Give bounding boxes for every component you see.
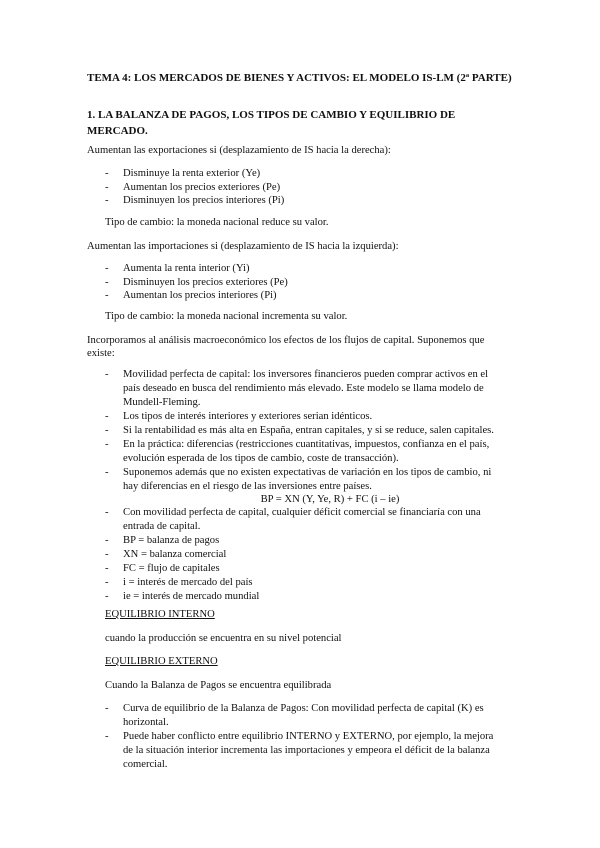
bullet-dash: - (105, 591, 109, 602)
bullet-dash: - (105, 549, 109, 560)
exports-exchange-rate: Tipo de cambio: la moneda nacional reduce su valor. (105, 217, 329, 228)
bullet-dash: - (105, 181, 109, 193)
list-item-line: Aumenta la renta interior (Yi) (123, 263, 250, 274)
bullet-dash: - (105, 507, 109, 518)
list-item-line: horizontal. (123, 717, 169, 728)
list-item-line: i = interés de mercado del país (123, 577, 253, 588)
list-item-line: Con movilidad perfecta de capital, cualquier déficit comercial se financiaría con una (123, 507, 481, 518)
list-item-line: Aumentan los precios interiores (Pi) (123, 290, 277, 301)
list-item-line: Suponemos además que no existen expectativas de variación en los tipos de cambio, ni (123, 467, 492, 478)
list-item-line: hay diferencias en el riesgo de las inversiones entre países. (123, 481, 372, 492)
list-item-line: de la situación interior incrementa las importaciones y empeora el déficit de la balanza (123, 745, 490, 756)
list-item-line: Curva de equilibrio de la Balanza de Pagos: Con movilidad perfecta de capital (K) es (123, 703, 484, 714)
capital-intro-line-2: existe: (87, 348, 115, 359)
bp-formula: BP = XN (Y, Ye, R) + FC (i – ie) (260, 494, 400, 505)
internal-equilibrium-heading: EQUILIBRIO INTERNO (105, 609, 215, 620)
list-item-line: BP = balanza de pagos (123, 535, 220, 546)
external-equilibrium-heading: EQUILIBRIO EXTERNO (105, 656, 218, 667)
list-item-line: Disminuye la renta exterior (Ye) (123, 168, 261, 179)
section-heading: 1. LA BALANZA DE PAGOS, LOS TIPOS DE CAMBIO Y EQUILIBRIO DE MERCADO. (87, 109, 456, 137)
list-item-line: Si la rentabilidad es más alta en España, entran capitales, y si se reduce, salen capitales. (123, 425, 494, 436)
list-item-line: En la práctica: diferencias (restricciones cuantitativas, impuestos, confianza en el país, (123, 439, 490, 450)
list-item-line: Movilidad perfecta de capital: los inversores financieros pueden comprar activos en el (123, 369, 489, 380)
bullet-dash: - (105, 535, 109, 546)
bullet-dash: - (105, 369, 109, 380)
list-item-line: comercial. (123, 759, 168, 770)
list-item-line: entrada de capital. (123, 521, 201, 532)
bullet-dash: - (105, 467, 109, 478)
capital-intro-line-1: Incorporamos al análisis macroeconómico los efectos de los flujos de capital. Suponemos que (87, 335, 485, 346)
exports-intro: Aumentan las exportaciones si (desplazamiento de IS hacia la derecha): (87, 145, 391, 156)
bullet-dash: - (105, 411, 109, 422)
list-item-line: ie = interés de mercado mundial (123, 591, 260, 602)
list-item-line: Puede haber conflicto entre equilibrio INTERNO y EXTERNO, por ejemplo, la mejora (123, 731, 494, 742)
bullet-dash: - (105, 195, 109, 206)
list-item-line: Mundell-Fleming. (123, 397, 201, 408)
bullet-dash: - (105, 263, 109, 274)
imports-exchange-rate: Tipo de cambio: la moneda nacional incrementa su valor. (105, 311, 348, 322)
bullet-dash: - (105, 439, 109, 450)
bullet-dash: - (105, 703, 109, 714)
bullet-dash: - (105, 168, 109, 179)
list-item-line: FC = flujo de capitales (123, 563, 220, 574)
list-item-line: Los tipos de interés interiores y exteriores serian idénticos. (123, 411, 373, 422)
internal-equilibrium-text: cuando la producción se encuentra en su nivel potencial (105, 633, 342, 644)
list-item-line: Disminuyen los precios exteriores (Pe) (123, 276, 288, 288)
imports-intro: Aumentan las importaciones si (desplazamiento de IS hacia la izquierda): (87, 241, 399, 252)
list-item-line: Aumentan los precios exteriores (Pe) (123, 181, 281, 193)
external-equilibrium-text: Cuando la Balanza de Pagos se encuentra equilibrada (105, 680, 332, 691)
bullet-dash: - (105, 425, 109, 436)
bullet-dash: - (105, 577, 109, 588)
bullet-dash: - (105, 276, 109, 288)
bullet-dash: - (105, 731, 109, 742)
bullet-dash: - (105, 290, 109, 301)
bullet-dash: - (105, 563, 109, 574)
list-item-line: Disminuyen los precios interiores (Pi) (123, 195, 285, 206)
document-title: TEMA 4: LOS MERCADOS DE BIENES Y ACTIVOS: EL MODELO IS-LM (2ª PARTE) (87, 72, 512, 84)
list-item-line: país deseado en busca del rendimiento más elevado. Este modelo se llama modelo de (123, 383, 484, 394)
list-item-line: evolución esperada de los tipos de cambio, coste de transacción). (123, 453, 399, 464)
list-item-line: XN = balanza comercial (123, 549, 227, 560)
